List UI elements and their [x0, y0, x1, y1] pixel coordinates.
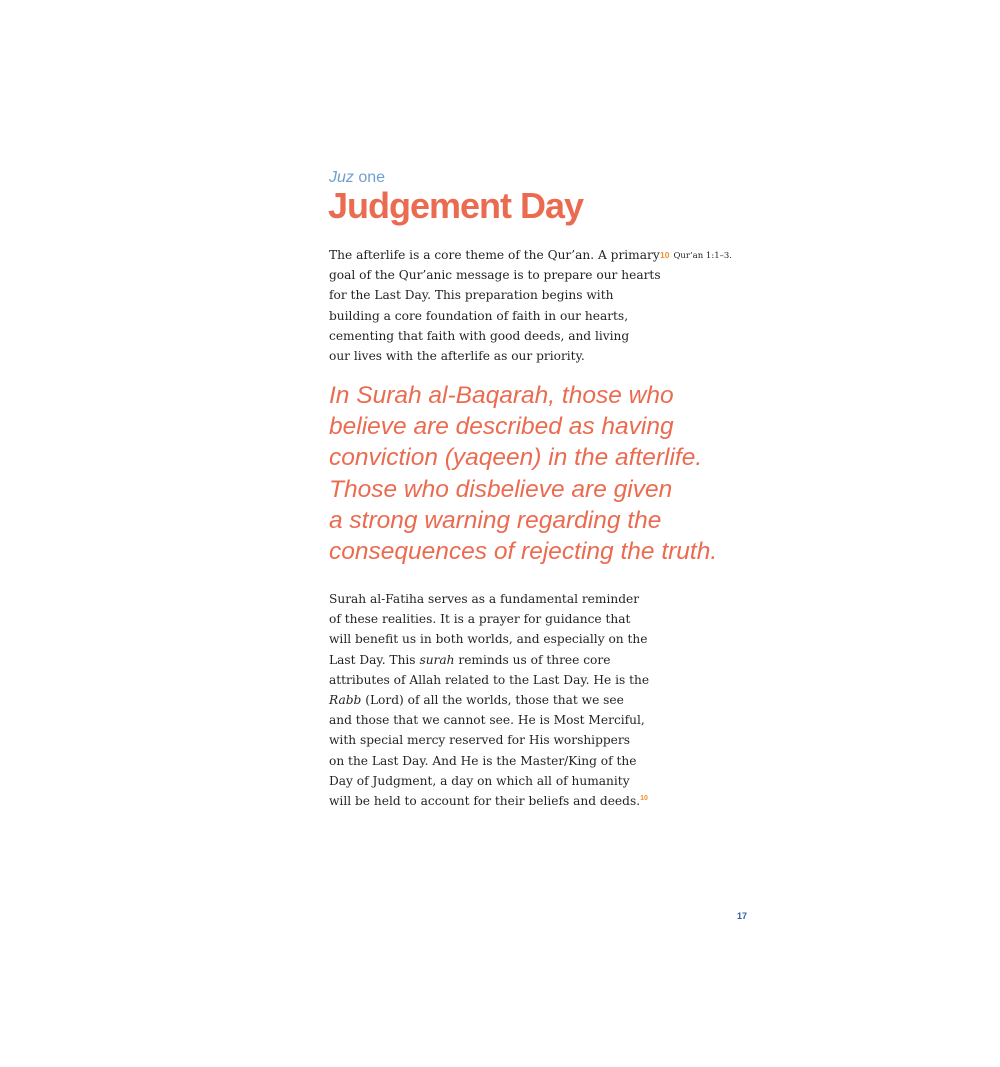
italic-term-surah: surah	[419, 652, 455, 667]
paragraph-line: goal of the Qur’anic message is to prepare our hearts	[329, 268, 661, 283]
paragraph-line: our lives with the afterlife as our priority.	[329, 349, 585, 364]
kicker-juz: Juz	[329, 169, 354, 186]
paragraph-line: building a core foundation of faith in our hearts,	[329, 308, 629, 323]
paragraph-line: of these realities. It is a prayer for guidance that	[329, 612, 631, 627]
paragraph-line: on the Last Day. And He is the Master/King of the	[329, 753, 637, 768]
paragraph-line: for the Last Day. This preparation begins with	[329, 288, 614, 303]
footnote-number: 10	[660, 250, 670, 260]
pull-quote-line: conviction (yaqeen) in the afterlife.	[329, 444, 703, 472]
paragraph-line: Surah al-Fatiha serves as a fundamental reminder	[329, 592, 640, 606]
footnote-text: Qur’an 1:1–3.	[673, 251, 732, 261]
paragraph-line	[329, 650, 659, 670]
line-text: Last Day. This	[329, 652, 420, 667]
paragraph-line: with special mercy reserved for His worshippers	[329, 733, 630, 748]
margin-footnote	[660, 249, 732, 262]
pull-quote-line: believe are described as having	[329, 413, 674, 441]
pull-quote-line: consequences of rejecting the truth.	[329, 538, 718, 566]
italic-term-rabb: Rabb	[329, 693, 362, 708]
paragraph-line	[329, 690, 659, 710]
page-number: 17	[737, 911, 748, 921]
paragraph-line	[329, 791, 659, 811]
kicker-number: one	[358, 169, 386, 186]
pull-quote	[329, 380, 749, 567]
paragraph-line: attributes of Allah related to the Last Day. He is the	[329, 672, 650, 687]
line-text: reminds us of three core	[454, 652, 611, 667]
fatiha-paragraph	[329, 589, 659, 811]
pull-quote-line: Those who disbelieve are given	[329, 475, 673, 503]
page-title: Judgement Day	[328, 185, 584, 226]
line-text: will be held to account for their beliefs and deeds.	[329, 794, 641, 809]
footnote-reference[interactable]: 10	[640, 794, 648, 802]
line-text: (Lord) of all the worlds, those that we see	[361, 693, 624, 708]
paragraph-line: The afterlife is a core theme of the Qur’an. A primary	[329, 248, 660, 262]
pull-quote-line: a strong warning regarding the	[329, 506, 662, 534]
pull-quote-line: In Surah al-Baqarah, those who	[329, 382, 674, 409]
intro-paragraph	[329, 245, 659, 366]
paragraph-line: will benefit us in both worlds, and especially on the	[329, 632, 648, 647]
paragraph-line: and those that we cannot see. He is Most Merciful,	[329, 713, 645, 728]
paragraph-line: cementing that faith with good deeds, and living	[329, 328, 630, 343]
paragraph-line: Day of Judgment, a day on which all of humanity	[329, 773, 630, 788]
